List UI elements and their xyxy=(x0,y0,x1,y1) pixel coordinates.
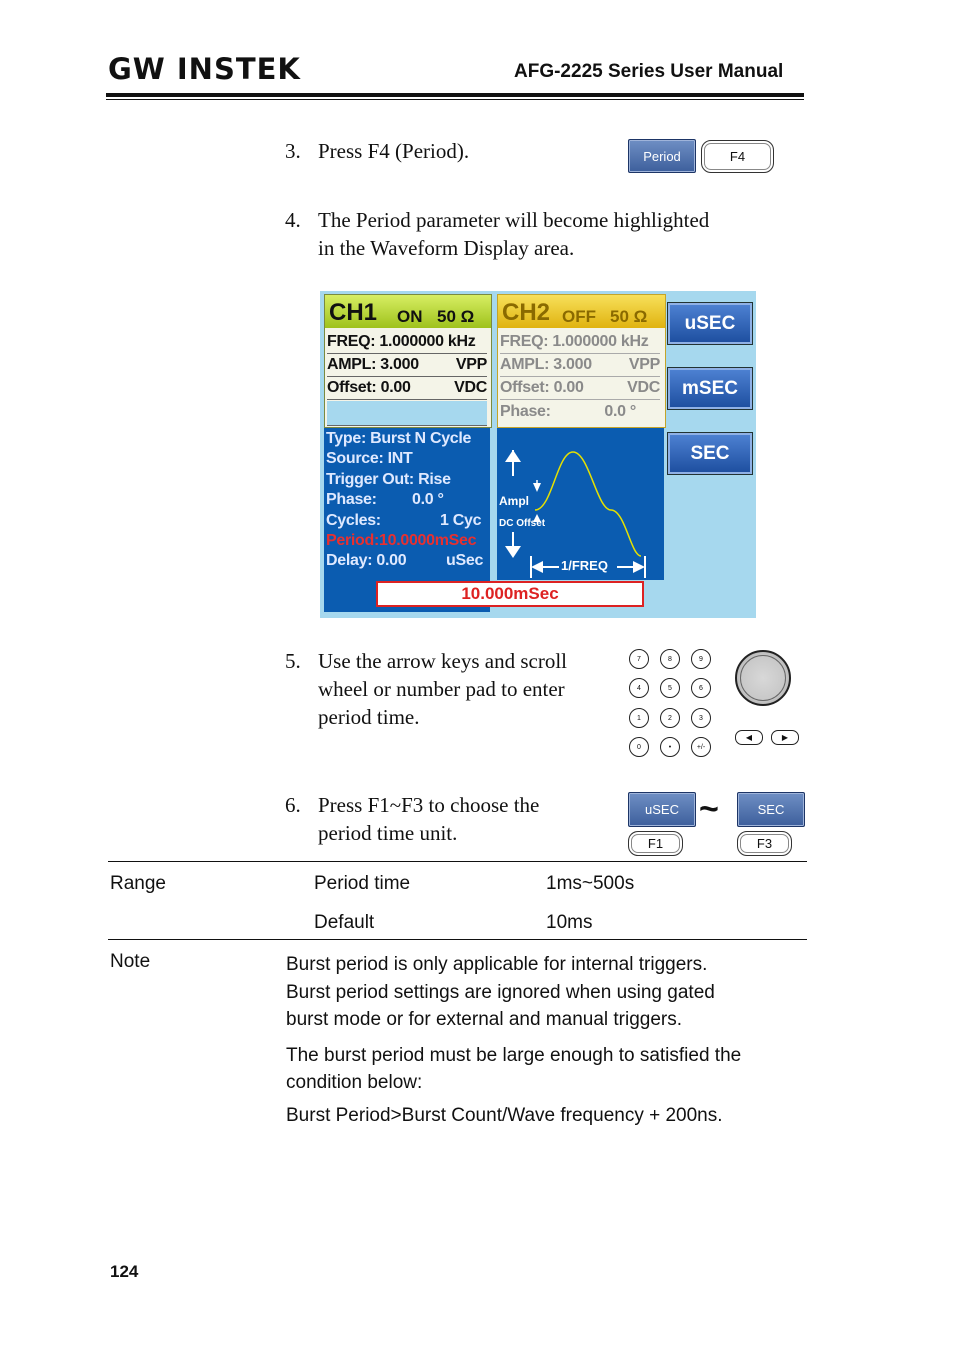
ch1-ampl-unit: VPP xyxy=(455,356,487,373)
step-text-line-1: Press F1~F3 to choose the xyxy=(318,793,540,817)
step-text-line-2: in the Waveform Display area. xyxy=(318,236,575,260)
burst-phase-value: 0.0 ° xyxy=(412,491,444,508)
ch2-ampl: AMPL: 3.000 xyxy=(500,356,592,373)
dc-offset-label: DC Offset xyxy=(499,518,546,529)
note-line: condition below: xyxy=(286,1072,423,1093)
range-row-value: 1ms~500s xyxy=(546,873,635,894)
step-text-line-1: Use the arrow keys and scroll xyxy=(318,649,568,673)
key-1[interactable]: 1 xyxy=(629,708,649,728)
step-6 xyxy=(285,791,605,851)
step-3 xyxy=(285,137,615,167)
ch1-ampl-row xyxy=(327,354,487,377)
step-text-line-2: period time unit. xyxy=(318,821,458,845)
burst-period-highlighted: Period:10.0000mSec xyxy=(326,532,477,549)
key-4[interactable]: 4 xyxy=(629,678,649,698)
ch2-freq: FREQ: 1.000000 kHz xyxy=(500,333,649,350)
range-tilde: ~ xyxy=(699,790,719,828)
note-line: Burst period is only applicable for internal triggers. xyxy=(286,954,708,975)
key-8[interactable]: 8 xyxy=(660,649,680,669)
table-divider xyxy=(108,939,807,940)
ch1-state: ON xyxy=(397,307,423,326)
period-edit-field[interactable]: 10.000mSec xyxy=(376,581,644,607)
waveform-display xyxy=(320,291,756,618)
usec-softkey-icon[interactable]: uSEC xyxy=(628,792,696,827)
header-rule-thin xyxy=(106,99,804,100)
note-line: Burst period settings are ignored when using gated xyxy=(286,981,715,1003)
default-row-name: Default xyxy=(314,912,375,933)
usec-softkey[interactable]: uSEC xyxy=(667,302,753,345)
default-row-value: 10ms xyxy=(546,912,593,933)
key-7[interactable]: 7 xyxy=(629,649,649,669)
msec-softkey[interactable]: mSEC xyxy=(667,367,753,410)
ch1-offset-unit: VDC xyxy=(454,379,487,396)
step-number: 3. xyxy=(285,139,301,163)
note-paragraph-1 xyxy=(286,951,715,1034)
step-4 xyxy=(285,206,795,266)
step-number: 6. xyxy=(285,793,301,817)
sec-softkey[interactable]: SEC xyxy=(667,432,753,475)
key-5[interactable]: 5 xyxy=(660,678,680,698)
page-number: 124 xyxy=(110,1262,139,1281)
burst-delay-unit: uSec xyxy=(446,552,484,569)
note-line: The burst period must be large enough to satisfied the xyxy=(286,1045,742,1066)
key-0[interactable]: 0 xyxy=(629,737,649,757)
ch1-panel xyxy=(324,294,492,428)
ch2-impedance: 50 Ω xyxy=(610,307,648,326)
left-arrow-key[interactable] xyxy=(735,730,763,745)
key-decimal[interactable]: • xyxy=(660,737,680,757)
ch2-offset: Offset: 0.00 xyxy=(500,379,584,396)
ch2-phase-value: 0.0 ° xyxy=(604,403,636,420)
ch2-phase: Phase: xyxy=(500,403,551,420)
note-paragraph-3 xyxy=(286,1105,723,1127)
ch2-ampl-row xyxy=(500,354,660,377)
trigger-out: Trigger Out: Rise xyxy=(326,471,451,488)
ch1-offset: Offset: 0.00 xyxy=(327,379,411,396)
ch2-phase-row xyxy=(500,401,660,423)
brand-logo: GW INSTEK xyxy=(108,52,301,86)
range-row-name: Period time xyxy=(314,873,411,894)
waveform-preview xyxy=(497,428,664,580)
period-label: 1/FREQ xyxy=(561,558,608,573)
scroll-wheel[interactable] xyxy=(735,650,791,706)
note-line: burst mode or for external and manual triggers. xyxy=(286,1009,683,1030)
step-text-line-2: wheel or number pad to enter xyxy=(318,677,565,701)
f3-key[interactable]: F3 xyxy=(737,831,792,856)
burst-cycles: Cycles: xyxy=(326,512,381,529)
step-text-line-3: period time. xyxy=(318,705,420,729)
ch1-offset-row xyxy=(327,377,487,400)
ch1-empty-row xyxy=(327,401,487,426)
ch1-ampl: AMPL: 3.000 xyxy=(327,356,419,373)
burst-delay: Delay: 0.00 xyxy=(326,552,407,569)
ch1-freq-row xyxy=(327,331,487,354)
sec-softkey-icon[interactable]: SEC xyxy=(737,792,805,827)
right-arrow-icon: ▶ xyxy=(781,733,789,742)
step-5 xyxy=(285,647,625,735)
ch1-header xyxy=(325,295,491,328)
ch2-state: OFF xyxy=(562,307,596,326)
burst-type: Type: Burst N Cycle xyxy=(326,430,472,447)
table-divider xyxy=(108,861,807,862)
header-rule xyxy=(106,93,804,97)
ch2-offset-unit: VDC xyxy=(627,379,660,396)
step-number: 5. xyxy=(285,649,301,673)
f4-key[interactable]: F4 xyxy=(701,140,774,173)
range-label: Range xyxy=(110,873,166,894)
key-6[interactable]: 6 xyxy=(691,678,711,698)
note-paragraph-2 xyxy=(286,1042,741,1096)
ch2-offset-row xyxy=(500,377,660,400)
burst-phase: Phase: xyxy=(326,491,377,508)
ch2-ampl-unit: VPP xyxy=(628,356,660,373)
right-arrow-key[interactable] xyxy=(771,730,799,745)
key-2[interactable]: 2 xyxy=(660,708,680,728)
f1-key[interactable]: F1 xyxy=(628,831,683,856)
ch2-panel xyxy=(497,294,666,428)
ampl-label: Ampl xyxy=(499,494,529,508)
key-plus-minus[interactable]: +/- xyxy=(691,737,711,757)
step-text-line-1: The Period parameter will become highlighted xyxy=(318,208,710,232)
left-arrow-icon: ◀ xyxy=(745,733,753,742)
burst-cycles-value: 1 Cyc xyxy=(440,512,482,529)
key-3[interactable]: 3 xyxy=(691,708,711,728)
manual-title: AFG-2225 Series User Manual xyxy=(514,61,784,82)
step-text: Press F4 (Period). xyxy=(318,139,470,163)
step-number: 4. xyxy=(285,208,301,232)
period-softkey[interactable]: Period xyxy=(628,139,696,173)
note-line: Burst Period>Burst Count/Wave frequency + 200ns. xyxy=(286,1105,723,1126)
ch2-name: CH2 xyxy=(502,299,551,326)
key-9[interactable]: 9 xyxy=(691,649,711,669)
burst-source: Source: INT xyxy=(326,450,413,467)
ch1-freq: FREQ: 1.000000 kHz xyxy=(327,333,476,350)
ch1-impedance: 50 Ω xyxy=(437,307,475,326)
note-label: Note xyxy=(110,951,151,972)
ch2-header xyxy=(498,295,665,328)
ch1-name: CH1 xyxy=(329,299,378,326)
ch2-freq-row xyxy=(500,331,660,354)
